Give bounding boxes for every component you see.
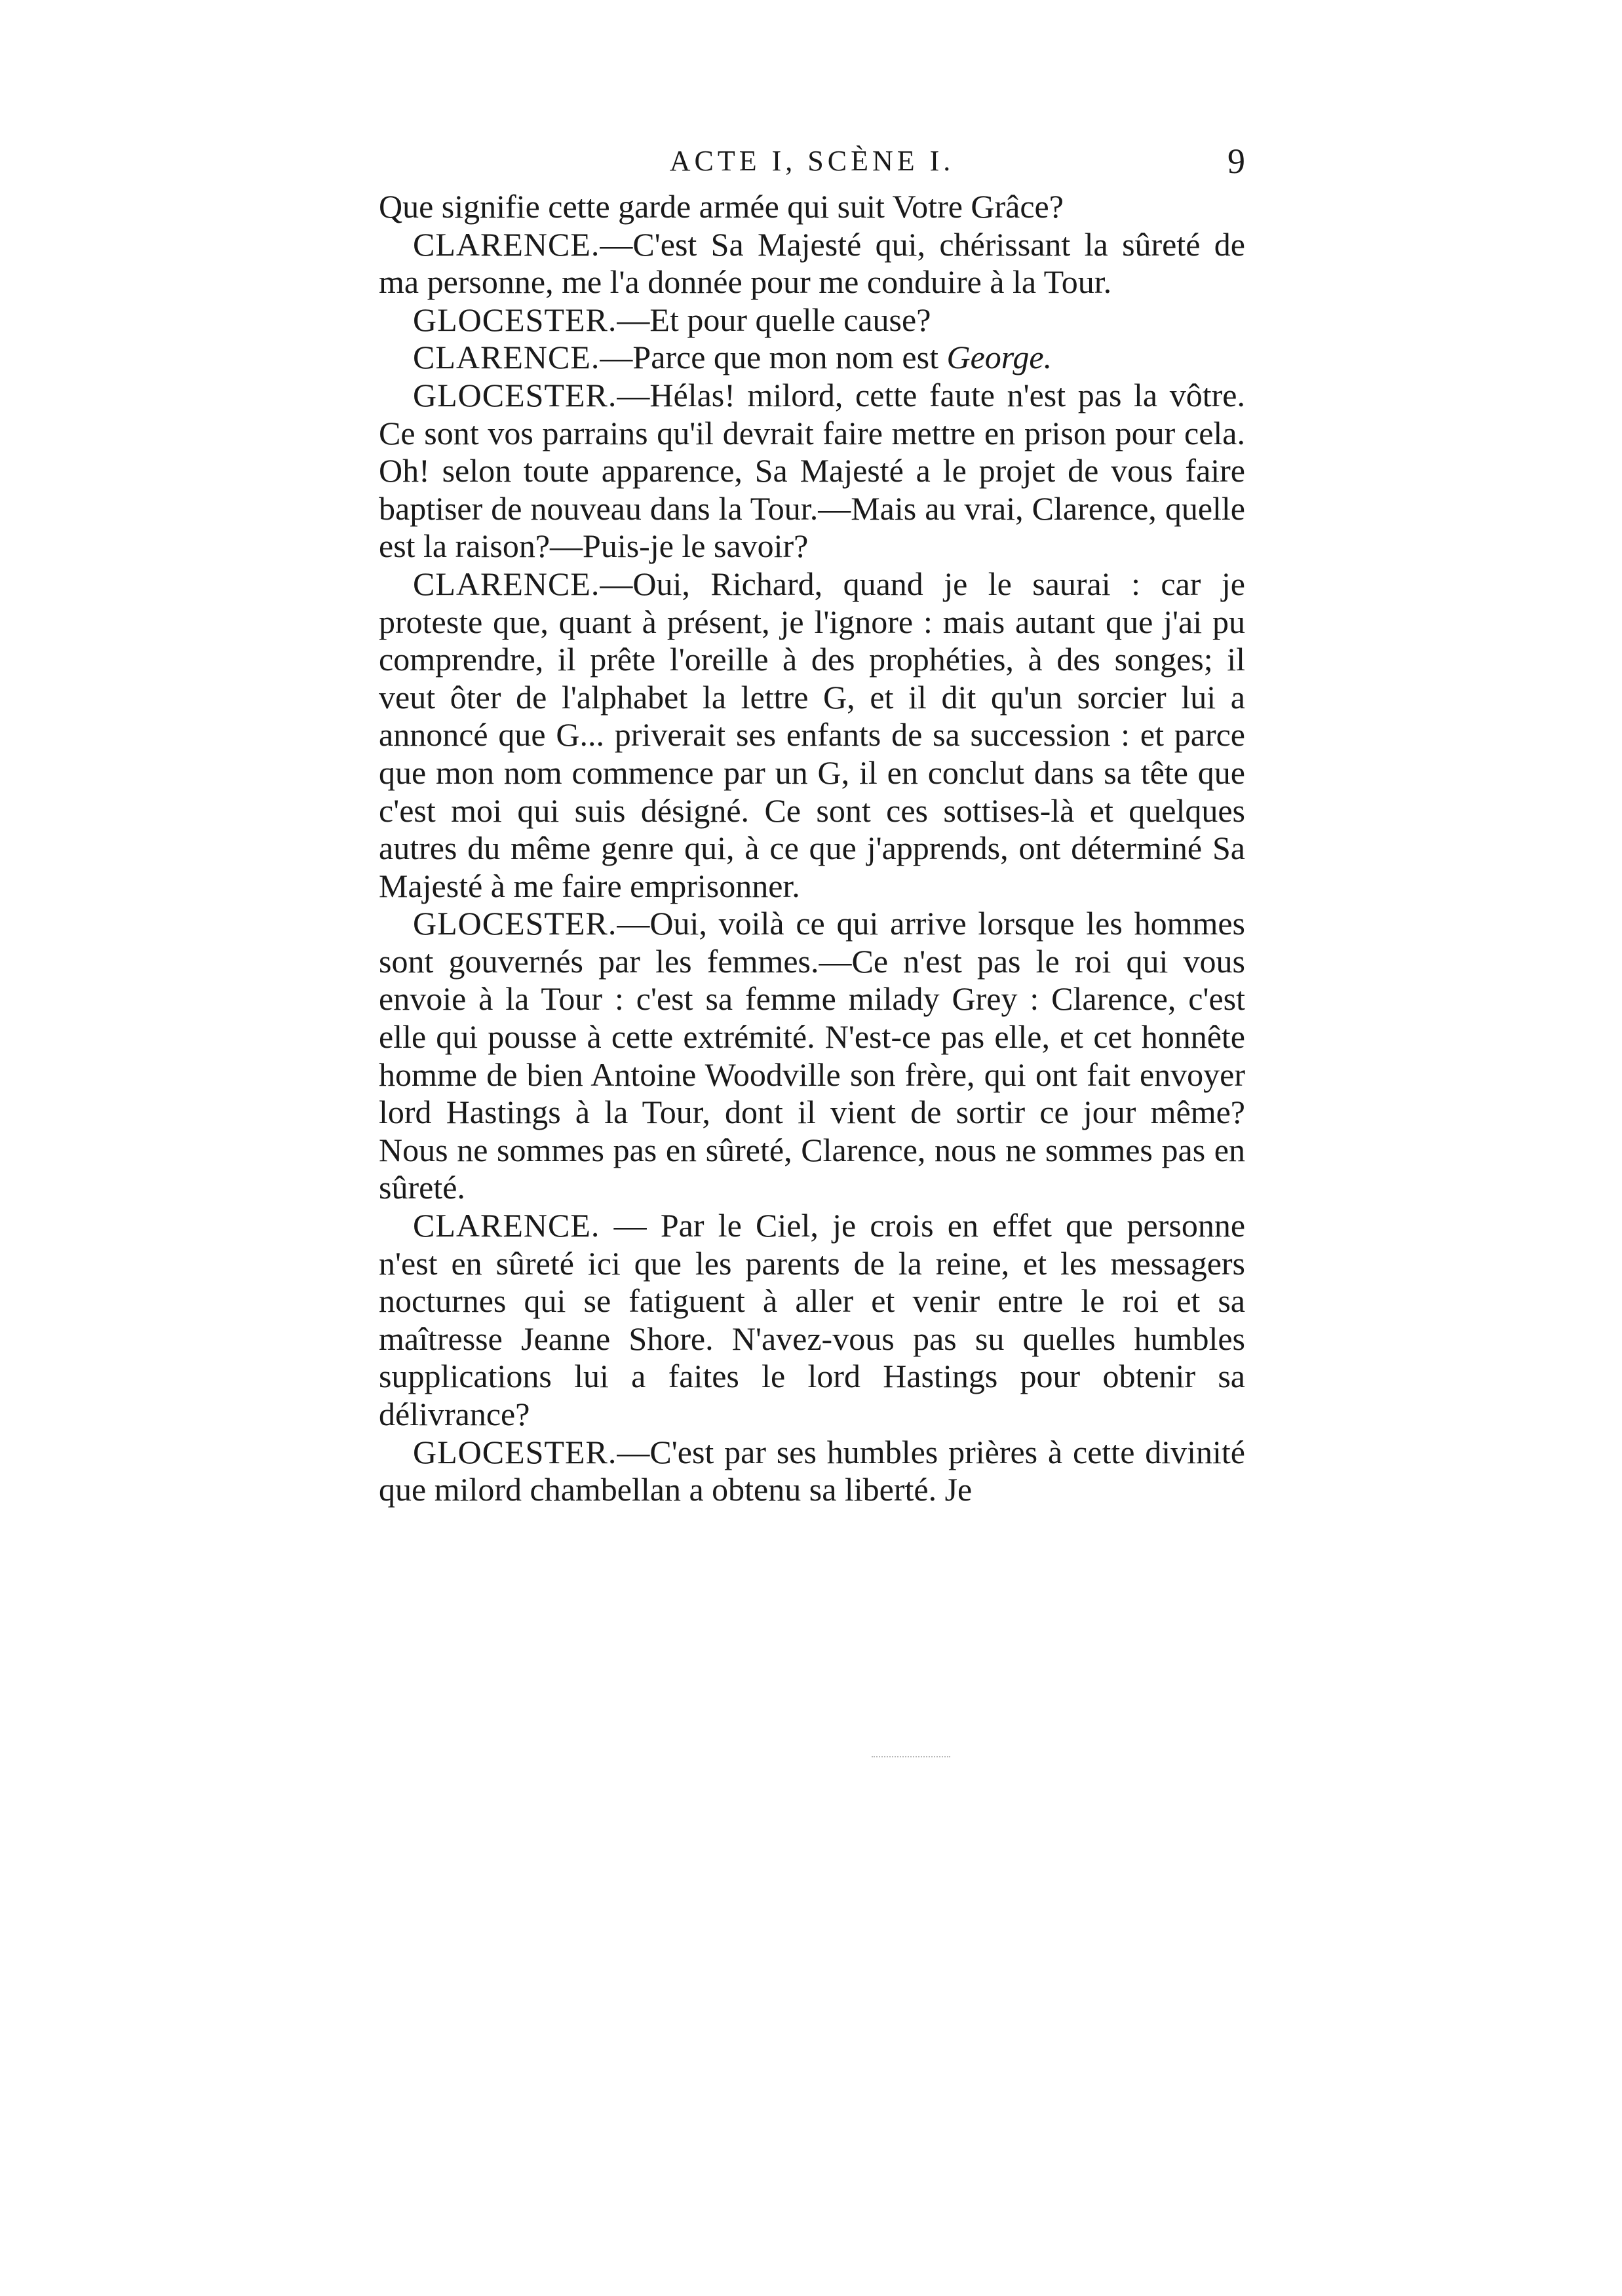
speech-text: Parce que mon nom est <box>632 339 947 376</box>
book-page <box>379 134 1245 1509</box>
speech-dash: — <box>617 1433 650 1470</box>
speaker-name: GLOCESTER. <box>413 301 617 338</box>
speaker-name: GLOCESTER. <box>413 1433 617 1470</box>
speaker-name: CLARENCE. <box>413 225 600 263</box>
body-text <box>379 188 1245 1509</box>
speech-text: Et pour quelle cause? <box>649 301 931 338</box>
speech-glocester-4 <box>379 1434 1245 1509</box>
speaker-name: CLARENCE. <box>413 339 600 376</box>
speaker-name: CLARENCE. <box>413 565 600 602</box>
page-number: 9 <box>1227 142 1245 181</box>
speech-text: Hélas! milord, cette faute n'est pas la vôtre. Ce sont vos parrains qu'il devrait faire mettre en prison pour cela. Oh! selon toute apparence, Sa Majesté a le projet de vous faire baptiser de nouveau dans la Tour.—Mais au vrai, Clarence, quelle est la raison?—Puis-je le savoir? <box>379 376 1245 565</box>
paragraph-continuation <box>379 188 1245 226</box>
speaker-name: CLARENCE. <box>413 1207 600 1244</box>
speaker-name: GLOCESTER. <box>413 905 617 942</box>
speech-emphasis: George. <box>946 339 1052 376</box>
running-head <box>379 134 1245 188</box>
speech-glocester-3 <box>379 905 1245 1207</box>
speech-clarence-2 <box>379 339 1245 377</box>
speech-text: C'est par ses humbles prières à cette divinité que milord chambellan a obtenu sa liberté. Je <box>379 1433 1245 1508</box>
speech-dash: — <box>600 225 633 263</box>
running-title: ACTE I, SCÈNE I. <box>669 145 955 177</box>
speech-dash: — <box>600 565 633 602</box>
speech-dash: — <box>617 905 650 942</box>
speech-dash: — <box>600 1207 661 1244</box>
speaker-name: GLOCESTER. <box>413 376 617 413</box>
speech-text: C'est Sa Majesté qui, chérissant la sûreté de ma personne, me l'a donnée pour me conduire à la Tour. <box>379 225 1245 301</box>
speech-clarence-4 <box>379 1207 1245 1434</box>
speech-clarence-1 <box>379 226 1245 301</box>
speech-text: Oui, voilà ce qui arrive lorsque les hommes sont gouvernés par les femmes.—Ce n'est pas le roi qui vous envoie à la Tour : c'est sa femme milady Grey : Clarence, c'est elle qui pousse à cette extrémité. N'est-ce pas elle, et cet honnête homme de bien Antoine Woodville son frère, qui ont fait envoyer lord Hastings à la Tour, dont il vient de sortir ce jour même? Nous ne sommes pas en sûreté, Clarence, nous ne sommes pas en sûreté. <box>379 905 1245 1206</box>
scan-speck <box>872 1756 950 1759</box>
speech-glocester-1 <box>379 301 1245 339</box>
speech-glocester-2 <box>379 377 1245 565</box>
speech-text: Par le Ciel, je crois en effet que personne n'est en sûreté ici que les parents de la reine, et les messagers nocturnes qui se fatiguent à aller et venir entre le roi et sa maîtresse Jeanne Shore. N'avez-vous pas su quelles humbles supplications lui a faites le lord Hastings pour obtenir sa délivrance? <box>379 1207 1246 1432</box>
speech-dash: — <box>617 376 650 413</box>
speech-dash: — <box>600 339 633 376</box>
speech-clarence-3 <box>379 565 1245 905</box>
paragraph-text: Que signifie cette garde armée qui suit Votre Grâce? <box>379 188 1064 225</box>
speech-dash: — <box>617 301 650 338</box>
speech-text: Oui, Richard, quand je le saurai : car je proteste que, quant à présent, je l'ignore : mais autant que j'ai pu comprendre, il prête l'oreille à des prophéties, à des songes; il veut ôter de l'alphabet la lettre G, et il dit qu'un sorcier lui a annoncé que G... priverait ses enfants de sa succession : et parce que mon nom commence par un G, il en conclut dans sa tête que c'est moi qui suis désigné. Ce sont ces sottises-là et quelques autres du même genre qui, à ce que j'apprends, ont déterminé Sa Majesté à me faire emprisonner. <box>379 565 1245 904</box>
